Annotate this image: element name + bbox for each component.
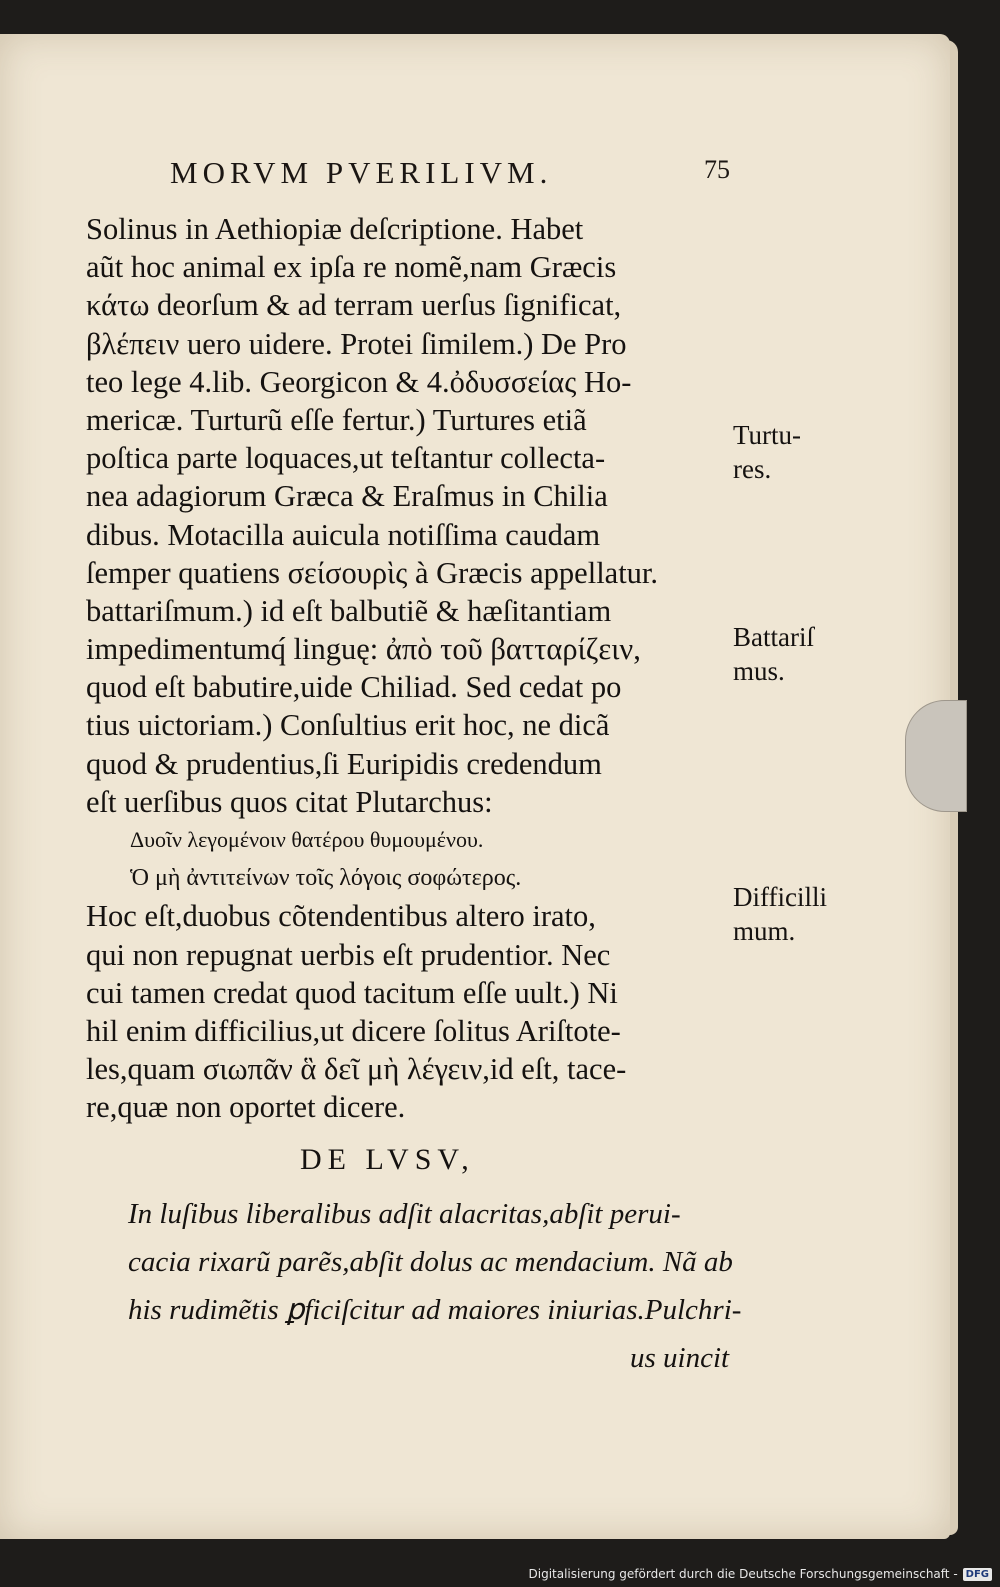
text-line: nea adagiorum Græca & Eraſmus in Chilia	[86, 479, 608, 514]
text-line: cui tamen credat quod tacitum eſſe uult.) Ni	[86, 975, 618, 1010]
text-line: Hoc eſt,duobus cõtendentibus altero irato,	[86, 899, 596, 934]
italic-line: cacia rixarũ parẽs,abſit dolus ac mendacium. Nã ab	[128, 1246, 733, 1278]
text-line: aũt hoc animal ex ipſa re nomẽ,nam Græcis	[86, 250, 617, 285]
marginal-line: Difficilli	[733, 882, 827, 912]
text-line: eſt uerſibus quos citat Plutarchus:	[86, 784, 493, 819]
text-line: mericæ. Turturũ eſſe fertur.) Turtures etiã	[86, 402, 587, 437]
footer-text: Digitalisierung gefördert durch die Deutsche Forschungsgemeinschaft -	[528, 1567, 958, 1581]
text-line: teo lege 4.lib. Georgicon & 4.ὀδυσσείας Ho-	[86, 364, 632, 399]
marginal-line: mum.	[733, 916, 796, 946]
greek-verse-line: Ὁ μὴ ἀντιτείνων τοῖς λόγοις σοφώτερος.	[130, 865, 522, 892]
text-line: κάτω deorſum & ad terram uerſus ſignificat,	[86, 288, 622, 323]
marginal-note-turtures	[733, 418, 801, 486]
text-line: dibus. Motacilla auicula notiſſima caudam	[86, 517, 601, 552]
text-line: quod eſt babutire,uide Chiliad. Sed cedat po	[86, 670, 622, 705]
text-line: battariſmum.) id eſt balbutiẽ & hæſitantiam	[86, 593, 612, 628]
text-line: tius uictoriam.) Conſultius erit hoc, ne dicã	[86, 708, 610, 743]
text-line: les,quam σιωπᾶν ἃ δεῖ μὴ λέγειν,id eſt, tace-	[86, 1052, 627, 1087]
text-line: Solinus in Aethiopiæ deſcriptione. Habet	[86, 212, 584, 246]
text-line: ſemper quatiens σείσουρὶς à Græcis appellatur.	[86, 555, 659, 590]
running-title: MORVM PVERILIVM.	[170, 155, 553, 190]
section-heading: DE LVSV,	[300, 1143, 475, 1176]
marginal-note-difficillimum	[733, 880, 827, 948]
digitization-footer	[529, 1563, 993, 1585]
running-header	[170, 155, 730, 195]
catchword: us uincit	[630, 1342, 730, 1374]
text-line: quod & prudentius,ſi Euripidis credendum	[86, 746, 602, 781]
italic-line: his rudimẽtis ꝑficiſcitur ad maiores iniurias.Pulchri-	[128, 1294, 742, 1326]
text-line: hil enim difficilius,ut dicere ſolitus Ariſtote-	[86, 1013, 621, 1048]
text-line: impedimentumq́ linguę: ἀπὸ τοῦ βατταρίζειν,	[86, 632, 641, 667]
marginal-line: res.	[733, 454, 772, 484]
marginal-line: Turtu-	[733, 420, 802, 450]
page-number: 75	[704, 155, 730, 184]
text-line: poſtica parte loquaces,ut teſtantur collecta-	[86, 441, 606, 476]
italic-paragraph	[128, 1190, 768, 1382]
text-line: re,quæ non oportet dicere.	[86, 1090, 406, 1125]
text-line: βλέπειν uero uidere. Protei ſimilem.) De Pro	[86, 326, 627, 361]
text-line: qui non repugnat uerbis eſt prudentior. Nec	[86, 937, 611, 972]
main-text	[86, 210, 728, 1127]
italic-line: In luſibus liberalibus adſit alacritas,abſit perui-	[128, 1198, 681, 1230]
marginal-note-battarismus	[733, 620, 814, 688]
marginal-line: Battariſ	[733, 622, 814, 652]
bookmark-tab	[905, 700, 967, 812]
dfg-logo-icon: DFG	[963, 1568, 992, 1581]
marginal-line: mus.	[733, 656, 785, 686]
greek-verse-line: Δυοῖν λεγομένοιν θατέρου θυμουμένου.	[130, 827, 484, 852]
